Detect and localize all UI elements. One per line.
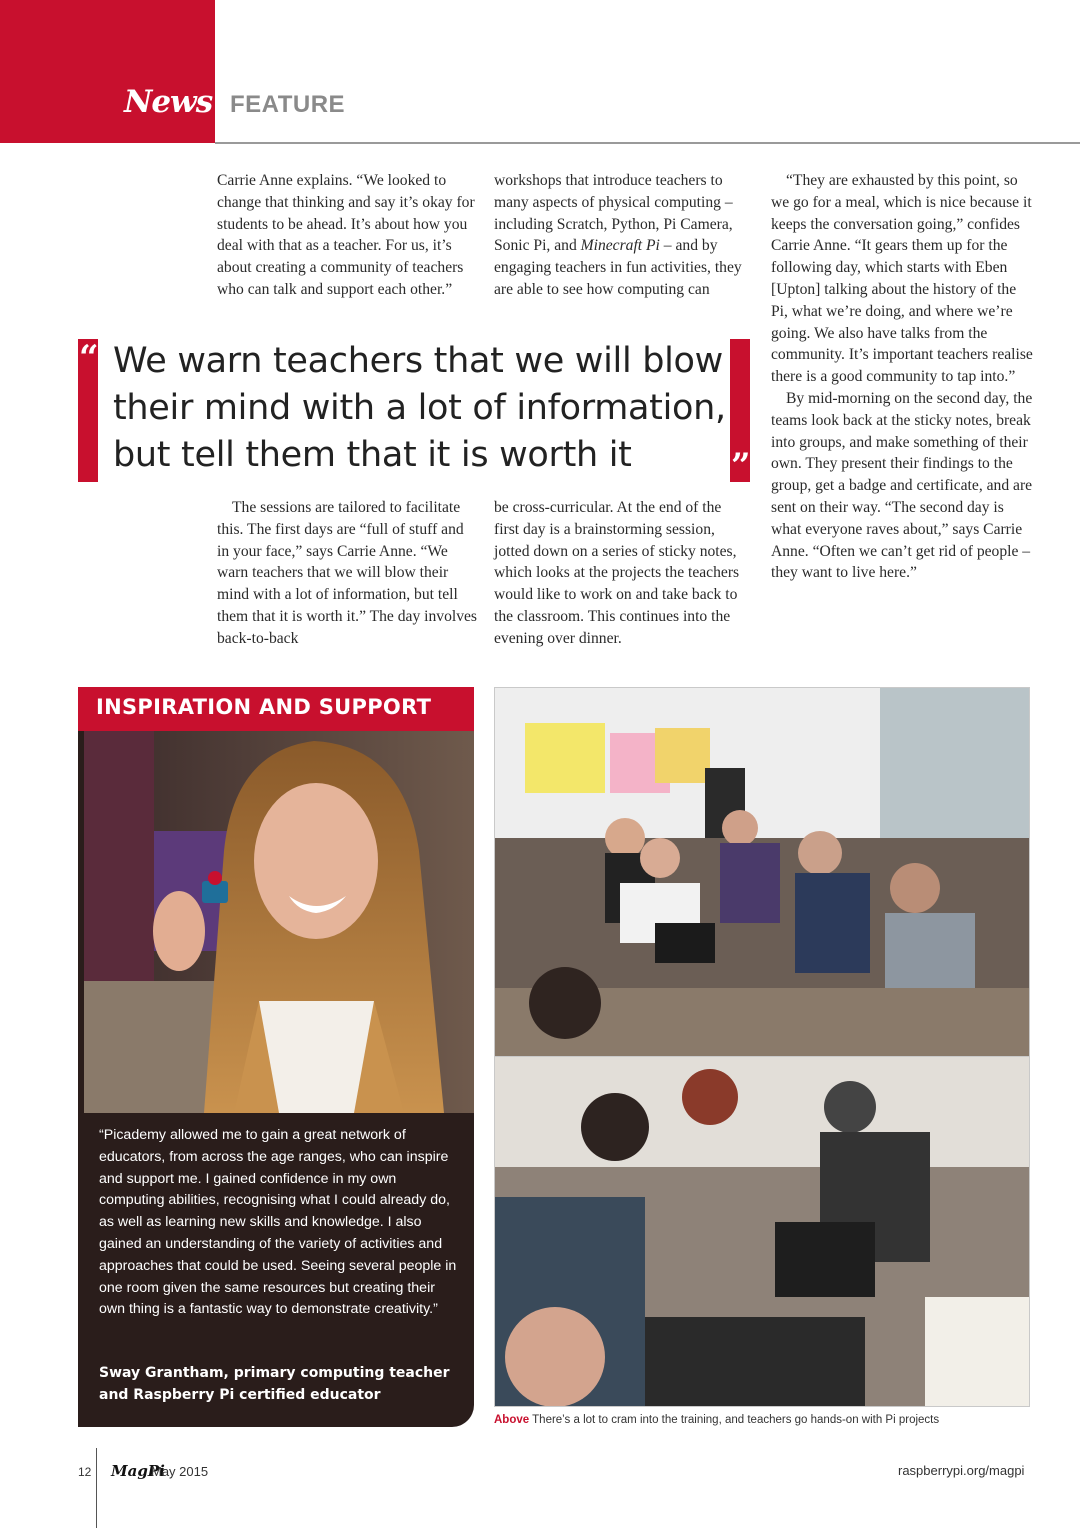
page-number: 12	[78, 1465, 92, 1479]
category-label: FEATURE	[230, 91, 346, 118]
pull-quote-text: We warn teachers that we will blow their mind with a lot of information, but tell them that it is worth it	[113, 341, 726, 475]
column-2-top	[494, 170, 750, 301]
text-run: workshops that introduce teachers to many aspects of physical computing – including Scratch, Python, Pi Camera, Sonic Pi, and	[494, 172, 733, 255]
workshop-image-bottom	[495, 1057, 1029, 1406]
portrait-image	[84, 731, 474, 1113]
column-1-bottom	[217, 497, 479, 650]
workshop-image-top	[495, 688, 1029, 1056]
pull-quote-bar-left	[78, 339, 98, 482]
paragraph: The sessions are tailored to facilitate this. The first days are “full of stuff and in your face,” says Carrie Anne. “We warn teachers that we will blow their mind with a lot of information, but tell them that it is worth it.” The day involves back-to-back	[217, 499, 477, 647]
caption-label: Above	[494, 1414, 530, 1426]
website-url: raspberrypi.org/magpi	[898, 1463, 1025, 1478]
boxout-attribution: Sway Grantham, primary computing teacher and Raspberry Pi certified educator	[99, 1365, 450, 1403]
column-1-top	[217, 170, 479, 301]
caption-text: There’s a lot to cram into the training, and teachers go hands-on with Pi projects	[529, 1414, 940, 1426]
paragraph: Carrie Anne explains. “We looked to change that thinking and say it’s okay for students to be ahead. It’s about how you deal with that as a teacher. For us, it’s about creating a community of teachers who can talk and support each other.”	[217, 172, 475, 298]
issue-date: May 2015	[151, 1464, 209, 1479]
boxout-panel	[78, 687, 474, 1427]
workshop-photo-top	[494, 687, 1030, 1057]
text-run: – and by engaging teachers in fun activities, they are able to see how computing can	[494, 237, 742, 298]
open-quote-icon: “	[79, 338, 99, 378]
paragraph: “They are exhausted by this point, so we go for a meal, which is nice because it keeps the conversation going,” confides Carrie Anne. “It gears them up for the following day, which starts with Eben [Upton] talking about the history of the Pi, what we’re doing, and where we’re going. We also have talks from the community. It’s important teachers realise there is a good community to tap into.”	[771, 172, 1033, 386]
paragraph	[494, 170, 750, 301]
italic-title: Minecraft Pi	[580, 237, 660, 255]
column-3	[771, 170, 1033, 584]
section-title: News	[124, 84, 213, 120]
magazine-logo: MagPi	[111, 1462, 165, 1480]
pull-quote-bar-right	[730, 339, 751, 486]
workshop-photo-bottom	[494, 1056, 1030, 1407]
close-quote-icon: ”	[731, 446, 751, 486]
photo-caption	[494, 1414, 939, 1426]
paragraph: be cross-curricular. At the end of the first day is a brainstorming session, jotted down on a series of sticky notes, which looks at the projects the teachers would like to work on and take back to the classroom. This continues into the evening over dinner.	[494, 499, 740, 647]
boxout-header	[78, 687, 474, 731]
paragraph: By mid-morning on the second day, the teams look back at the sticky notes, break into groups, and make something of their own. They present their findings to the group, get a badge and certificate, and are sent on their way. “The second day is what everyone raves about,” says Carrie Anne. “Often we can’t get rid of people – they want to live here.”	[771, 389, 1033, 582]
header-divider	[215, 142, 1080, 144]
column-2-bottom	[494, 497, 750, 650]
section-header-block	[0, 0, 215, 143]
boxout-quote: “Picademy allowed me to gain a great network of educators, from across the age ranges, who can inspire and support me. I gained confidence in my own computing abilities, recognising what I could already do, as well as learning new skills and knowledge. I also gained an understanding of the variety of activities and approaches that could be used. Seeing several people in one room given the same resources but creating their own thing is a fantastic way to demonstrate creativity.”	[99, 1127, 457, 1318]
footer-divider	[96, 1448, 97, 1528]
portrait-photo	[84, 731, 474, 1113]
boxout-title: INSPIRATION AND SUPPORT	[96, 695, 432, 719]
